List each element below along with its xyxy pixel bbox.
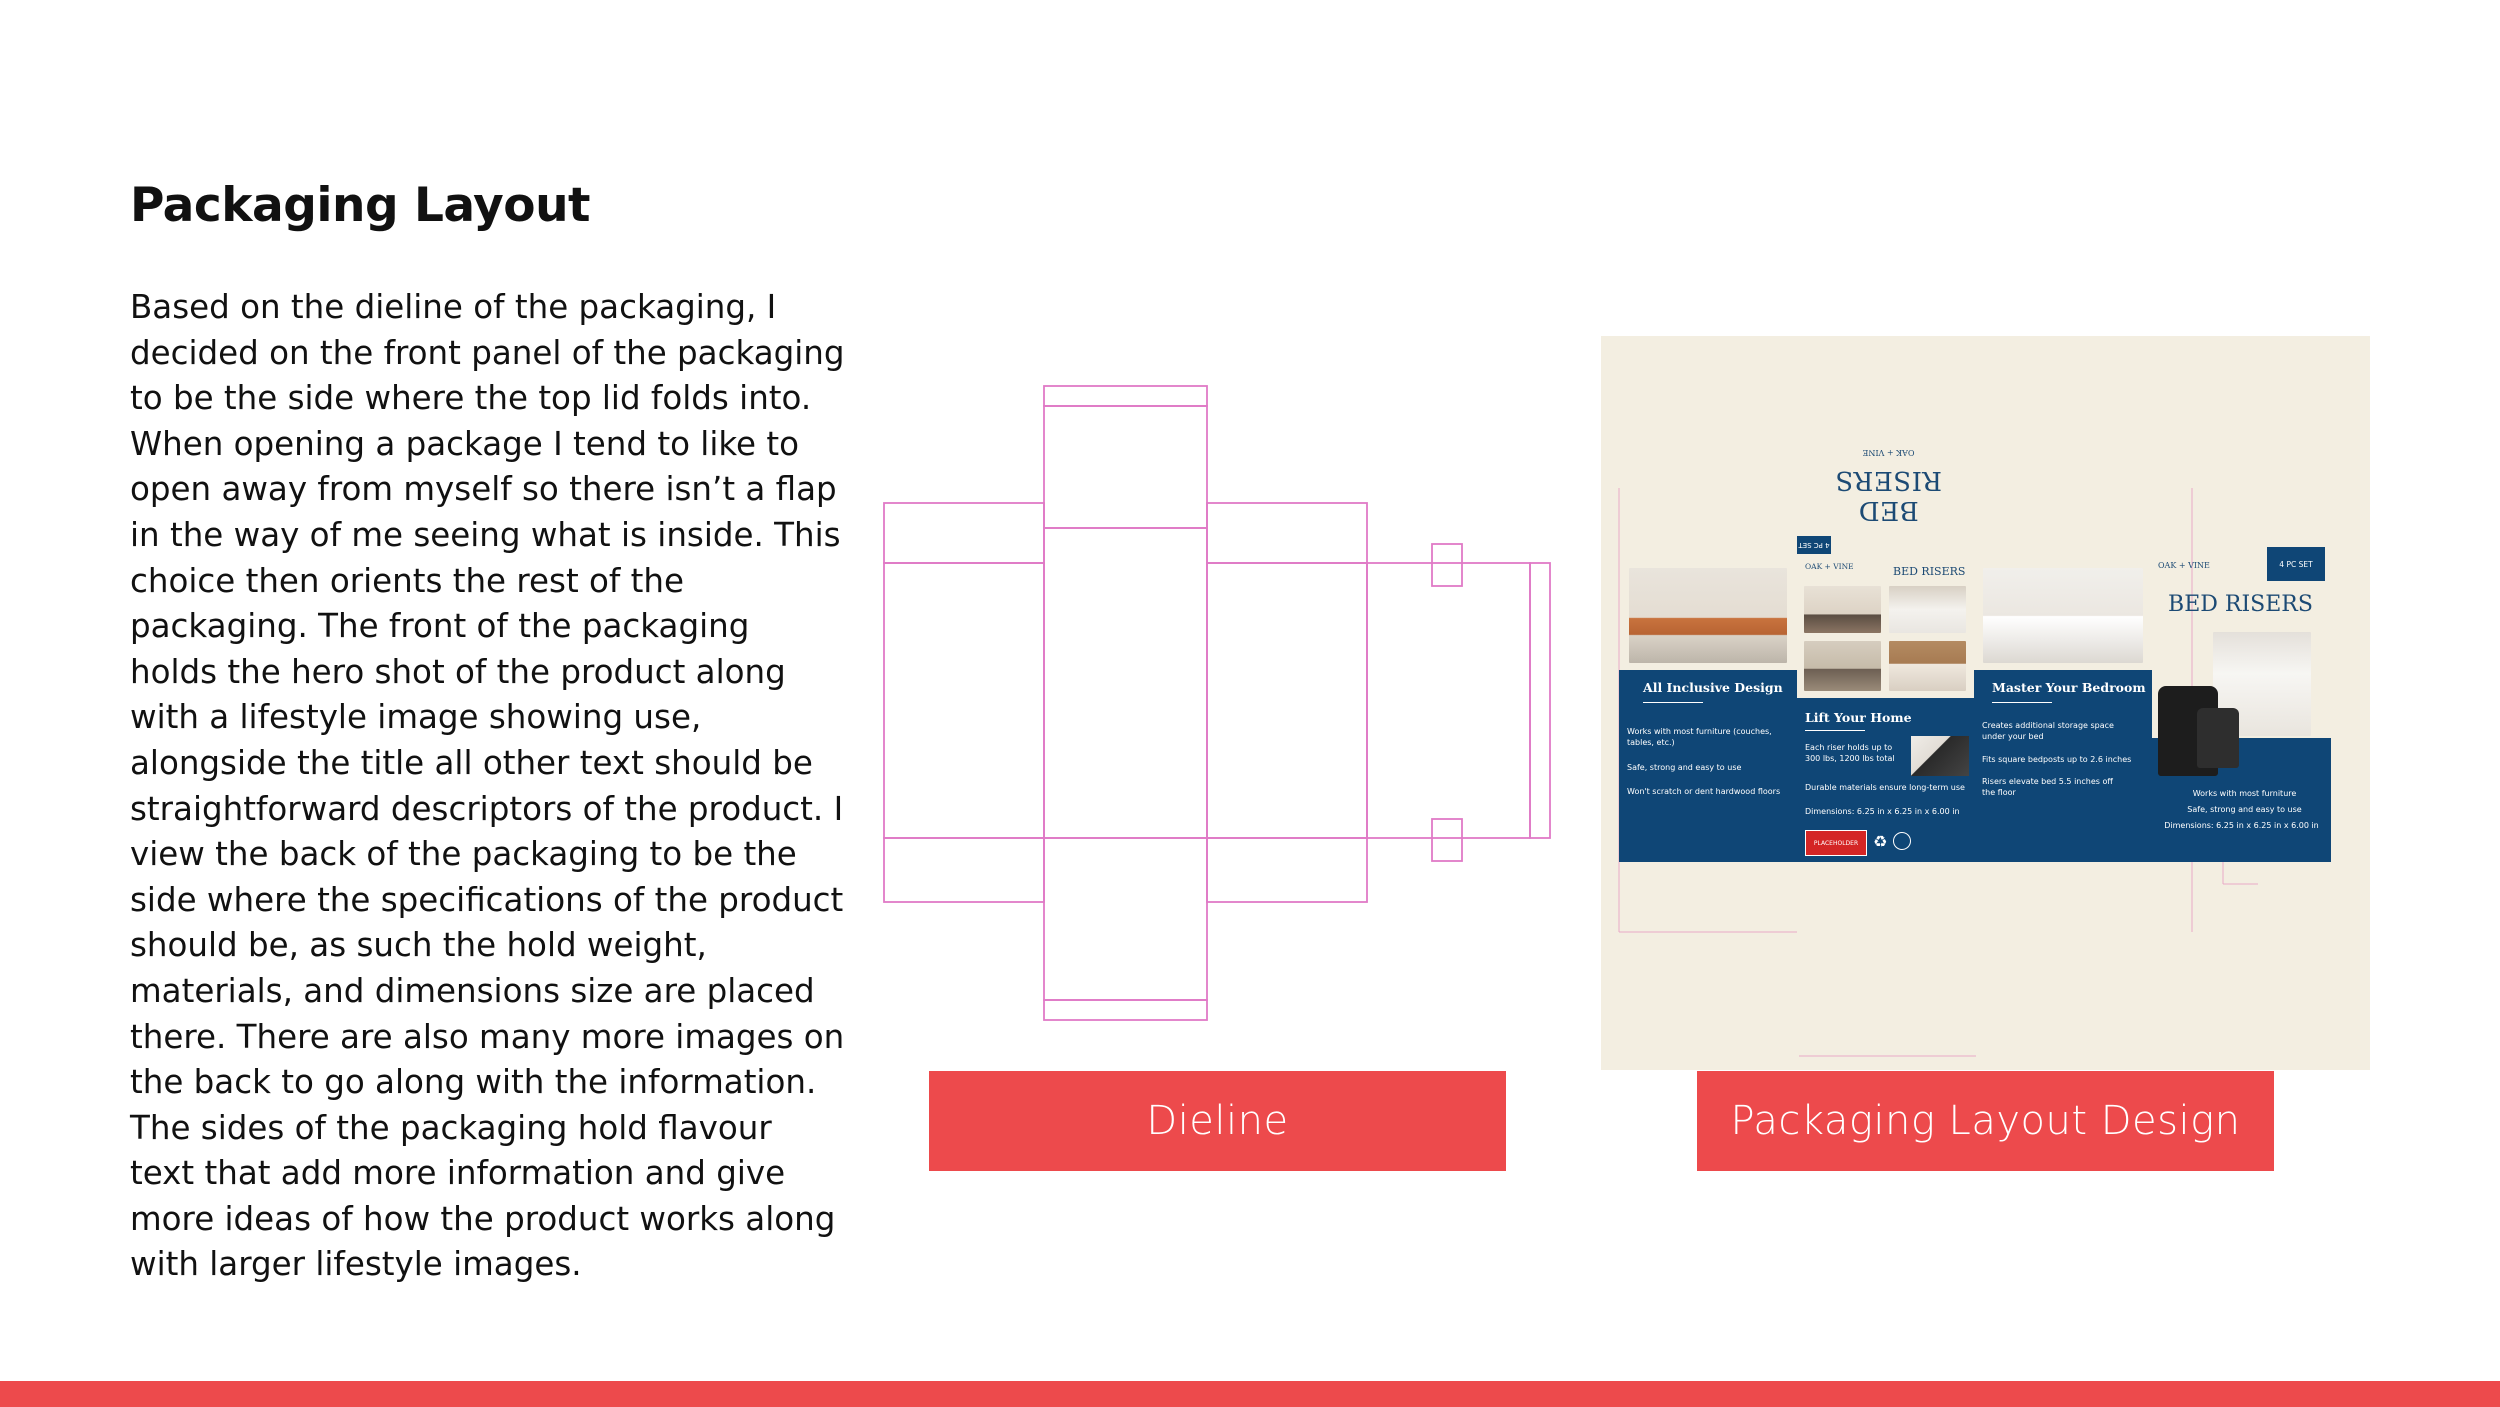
dieline-notch-top xyxy=(1432,544,1462,586)
panel2-photo-3 xyxy=(1804,641,1881,691)
footer-accent-bar xyxy=(0,1381,2500,1407)
dieline-panel-4 xyxy=(1367,563,1530,838)
dieline-panel-3 xyxy=(1207,563,1367,838)
panel4-title: BED RISERS xyxy=(2168,592,2313,617)
panel1-info-block xyxy=(1619,670,1797,862)
dieline-top-tuck xyxy=(1044,386,1207,406)
panel2-heading: Lift Your Home xyxy=(1805,710,1912,725)
dieline-glue-tab xyxy=(1530,563,1550,838)
top-flap-branding xyxy=(1801,448,1976,525)
page-title: Packaging Layout xyxy=(130,178,591,233)
panel2-photo-4 xyxy=(1889,641,1966,691)
panel3-info-block xyxy=(1974,670,2152,862)
panel3-line-1: Creates additional storage space under your bed xyxy=(1982,721,2114,741)
panel4-line-1: Works with most furniture xyxy=(2192,789,2297,798)
description-text: Based on the dieline of the packaging, I decided on the front panel of the packaging to be the side where the top lid folds into. When opening a package I tend to like to open away from myself so there isn’t a flap in the way of me seeing what is inside. This choice then orients the rest of the packaging. The front of the packaging holds the hero shot of the product along with a lifestyle image showing use, alongside the title all other text should be straightforward descriptors of the product. I view the back of the packaging to be the side where the specifications of the product should be, as such the hold weight, materials, and dimensions size are placed there. There are also many more images on the back to go along with the information. The sides of the packaging hold flavour text that add more information and give more ideas of how the product works along with larger lifestyle images. xyxy=(130,288,845,1284)
panel4-brand: OAK + VINE xyxy=(2158,561,2210,570)
dieline-label: Dieline xyxy=(929,1071,1506,1171)
dieline-panel-2 xyxy=(1044,528,1207,838)
panel2-photo-1 xyxy=(1804,586,1881,633)
dieline-bottom-right-flap xyxy=(1207,838,1367,902)
panel2-line-2: Durable materials ensure long-term use xyxy=(1805,783,1965,792)
dieline-left-dust-flap xyxy=(884,503,1044,563)
panel1-line-1: Works with most furniture (couches, tables, etc.) xyxy=(1627,727,1772,747)
panel2-title: BED RISERS xyxy=(1893,565,1966,578)
dieline-bottom-flap xyxy=(1044,838,1207,1000)
panel2-product-photo xyxy=(1911,736,1969,776)
panel4-line-2: Safe, strong and easy to use xyxy=(2187,805,2302,814)
certification-icon xyxy=(1893,832,1911,850)
packaging-layout-design xyxy=(1601,336,2370,1070)
dieline-bottom-tuck xyxy=(1044,1000,1207,1020)
panel1-lifestyle-photo xyxy=(1629,568,1787,663)
dieline-diagram xyxy=(880,380,1560,1030)
panel2-set-badge: 4 PC SET xyxy=(1797,536,1831,554)
panel4-riser-hero-2 xyxy=(2197,708,2239,768)
top-flap-title: BED RISERS xyxy=(1834,465,1943,525)
panel4-line-3: Dimensions: 6.25 in x 6.25 in x 6.00 in xyxy=(2164,821,2319,830)
dieline-top-flap xyxy=(1044,406,1207,528)
recycle-icon: ♻ xyxy=(1873,832,1888,851)
panel3-lifestyle-photo xyxy=(1983,568,2143,663)
dieline-right-dust-flap xyxy=(1207,503,1367,563)
panel2-line-1: Each riser holds up to 300 lbs, 1200 lbs total xyxy=(1805,743,1895,763)
panel1-heading: All Inclusive Design xyxy=(1643,680,1783,695)
panel4-set-badge: 4 PC SET xyxy=(2267,547,2325,581)
panel2-line-3: Dimensions: 6.25 in x 6.25 in x 6.00 in xyxy=(1805,807,1960,816)
dieline-panel-1 xyxy=(884,563,1044,838)
dieline-notch-bottom xyxy=(1432,819,1462,861)
panel2-photo-2 xyxy=(1889,586,1966,633)
panel2-info-block xyxy=(1797,698,1974,862)
top-flap-brand: OAK + VINE xyxy=(1862,448,1915,457)
panel3-heading: Master Your Bedroom xyxy=(1992,680,2146,695)
panel3-line-3: Risers elevate bed 5.5 inches off the floor xyxy=(1982,777,2113,797)
panel1-line-2: Safe, strong and easy to use xyxy=(1627,763,1742,772)
panel3-line-2: Fits square bedposts up to 2.6 inches xyxy=(1982,755,2132,764)
panel2-brand: OAK + VINE xyxy=(1805,562,1854,571)
panel1-line-3: Won't scratch or dent hardwood floors xyxy=(1627,787,1781,796)
dieline-bottom-left-flap xyxy=(884,838,1044,902)
packaging-layout-label: Packaging Layout Design xyxy=(1697,1071,2274,1171)
placeholder-badge: PLACEHOLDER xyxy=(1805,830,1867,856)
